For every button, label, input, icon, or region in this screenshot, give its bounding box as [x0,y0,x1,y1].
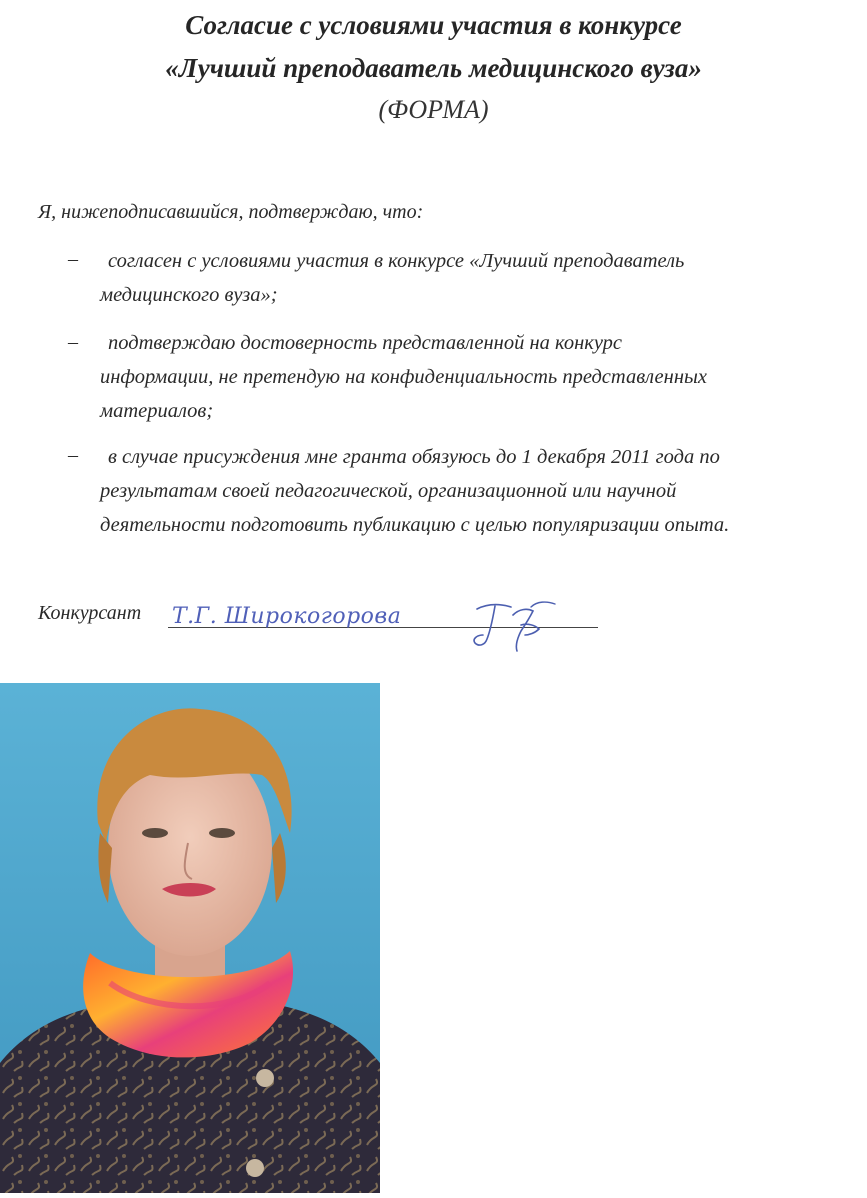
item-line: медицинского вуза»; [100,284,278,306]
signature-label: Конкурсант [38,602,142,624]
item-line: информации, не претендую на конфиденциальность представленных [100,366,707,388]
item-line: согласен с условиями участия в конкурсе «Лучший преподаватель [108,250,685,272]
item-line: результатам своей педагогической, организационной или научной [100,480,677,502]
list-item [100,440,729,542]
form-label: (ФОРМА) [378,95,489,124]
item-line: материалов; [100,400,214,422]
item-dash: – [68,248,78,270]
list-item [100,244,684,312]
portrait-illustration [0,683,380,1193]
title-line-1: Согласие с условиями участия в конкурсе [185,10,682,40]
signer-handwritten-name: Т.Г. Широкогорова [172,604,402,629]
item-line: в случае присуждения мне гранта обязуюсь до 1 декабря 2011 года по [108,446,720,468]
list-item [100,326,707,428]
item-dash: – [68,444,78,466]
intro-text: Я, нижеподписавшийся, подтверждаю, что: [38,201,424,223]
item-dash: – [68,331,78,353]
handwritten-signature [455,595,565,657]
item-line: подтверждаю достоверность представленной на конкурс [108,332,623,354]
title-line-2: «Лучший преподаватель медицинского вуза» [165,53,702,83]
portrait-photo [0,683,380,1193]
item-line: деятельности подготовить публикацию с целью популяризации опыта. [100,514,730,536]
